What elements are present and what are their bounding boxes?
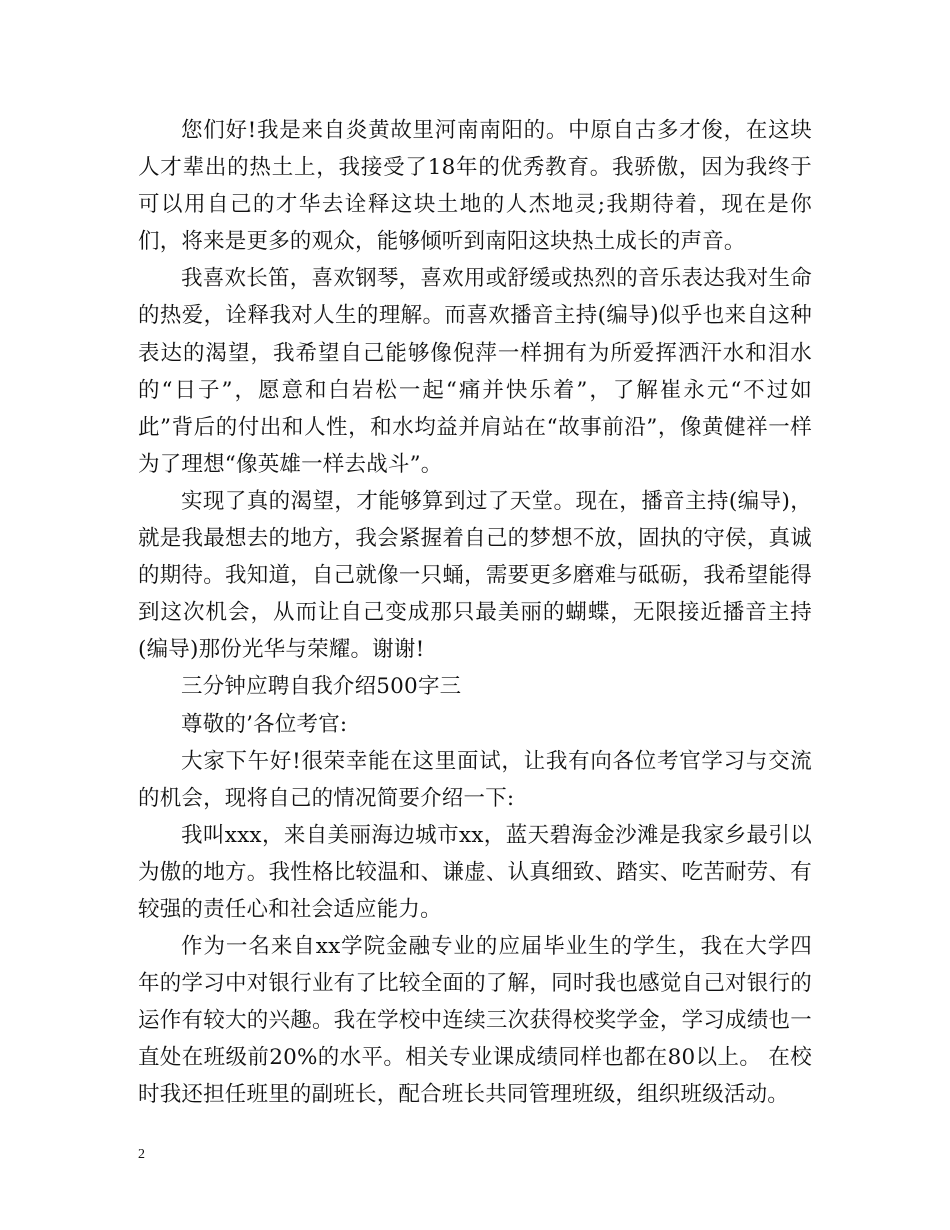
paragraph-hometown: 您们好!我是来自炎黄故里河南南阳的。中原自古多才俊，在这块人才辈出的热土上，我接受了18年的优秀教育。我骄傲，因为我终于可以用自己的才华去诠释这块土地的人杰地灵;我期待着，现在是你们，将来是更多的观众，能够倾听到南阳这块热土成长的声音。 [138, 118, 812, 255]
section-heading: 三分钟应聘自我介绍500字三 [181, 674, 462, 700]
salutation: 尊敬的’各位考官: [181, 711, 348, 737]
page-number: 2 [138, 1147, 145, 1162]
paragraph-hobbies: 我喜欢长笛，喜欢钢琴，喜欢用或舒缓或热烈的音乐表达我对生命的热爱，诠释我对人生的理解。而喜欢播音主持(编导)似乎也来自这种表达的渴望，我希望自己能够像倪萍一样拥有为所爱挥洒汗水和泪水的“日子”，愿意和白岩松一起“痛并快乐着”，了解崔永元“不过如此”背后的付出和人性，和水均益并肩站在“故事前沿”，像黄健祥一样为了理想“像英雄一样去战斗”。 [138, 266, 812, 477]
paragraph-education: 作为一名来自xx学院金融专业的应届毕业生的学生，我在大学四年的学习中对银行业有了比较全面的了解，同时我也感觉自己对银行的运作有较大的兴趣。我在学校中连续三次获得校奖学金，学习成绩也一直处在班级前20%的水平。相关专业课成绩同样也都在80以上。 在校时我还担任班里的副班长，配合班长共同管理班级，组织班级活动。 [138, 934, 812, 1108]
paragraph-greeting: 大家下午好!很荣幸能在这里面试，让我有向各位考官学习与交流的机会，现将自己的情况简要介绍一下: [138, 748, 812, 811]
paragraph-personal-info: 我叫xxx，来自美丽海边城市xx，蓝天碧海金沙滩是我家乡最引以为傲的地方。我性格比较温和、谦虚、认真细致、踏实、吃苦耐劳、有较强的责任心和社会适应能力。 [138, 822, 812, 922]
paragraph-aspiration: 实现了真的渴望，才能够算到过了天堂。现在，播音主持(编导)，就是我最想去的地方，我会紧握着自己的梦想不放，固执的守侯，真诚的期待。我知道，自己就像一只蛹，需要更多磨难与砥砺，我希望能得到这次机会，从而让自己变成那只最美丽的蝴蝶，无限接近播音主持(编导)那份光华与荣耀。谢谢! [138, 488, 812, 663]
document-body [138, 112, 812, 1114]
